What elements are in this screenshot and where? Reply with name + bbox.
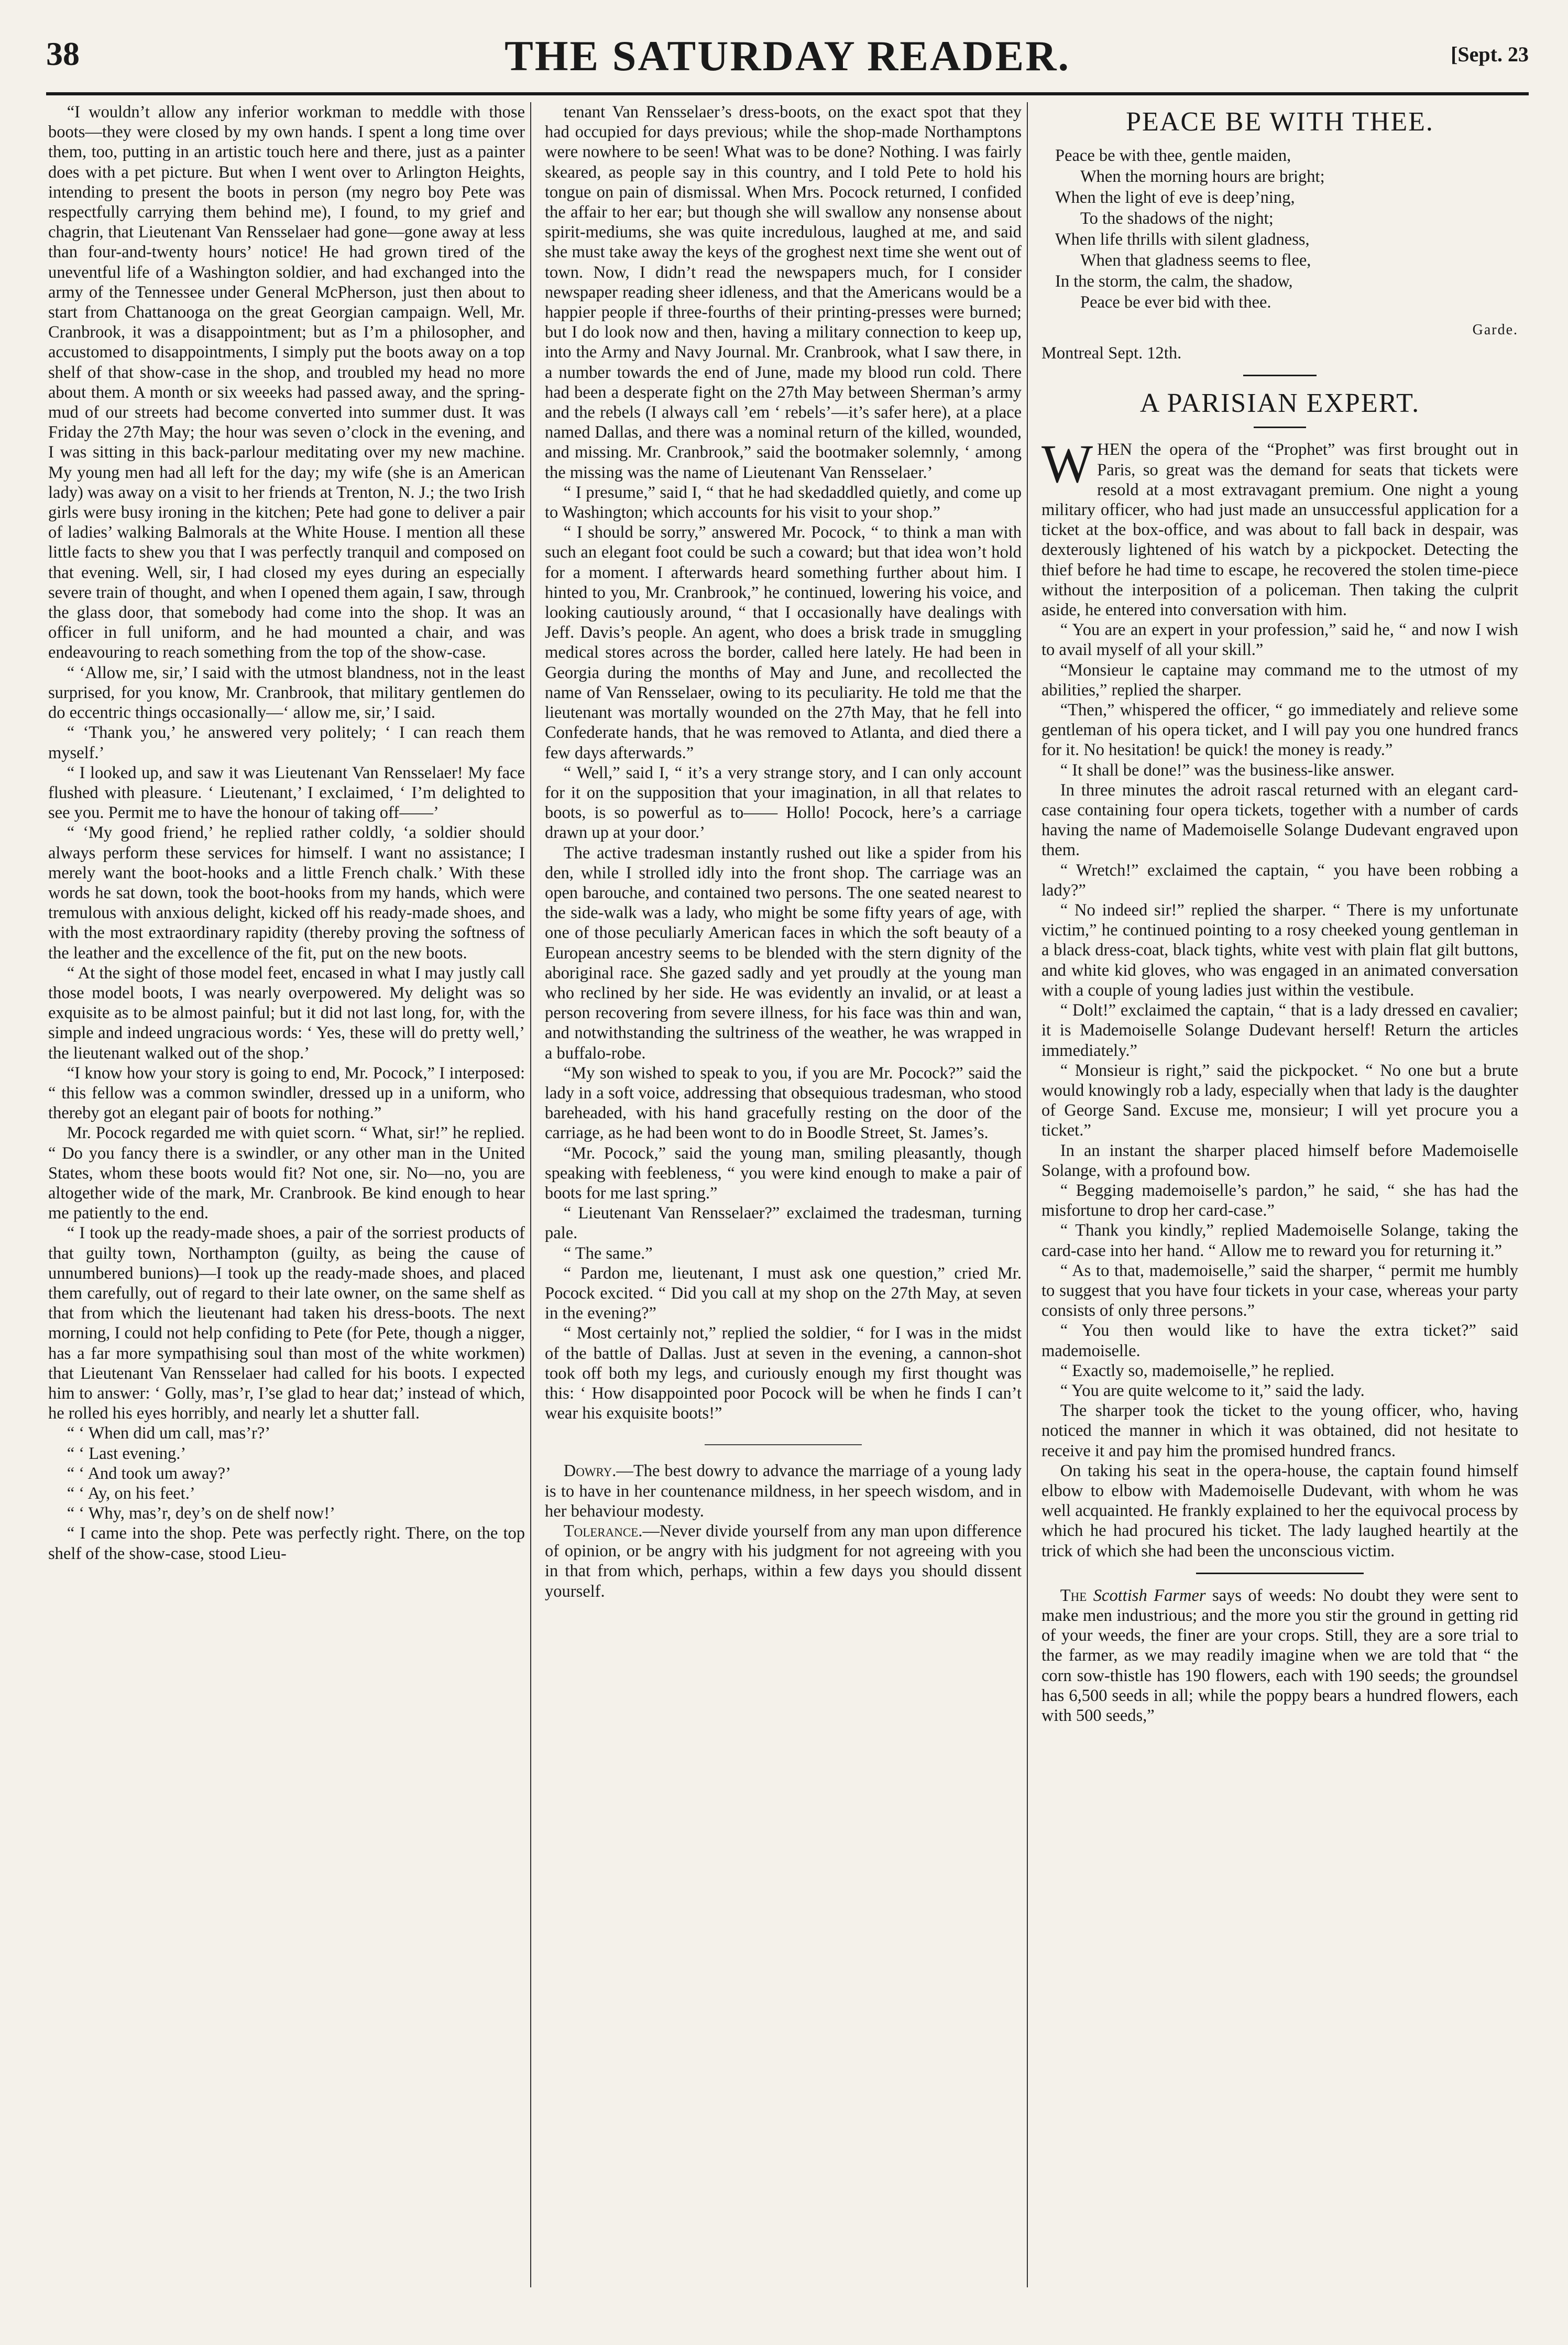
poem	[1055, 145, 1518, 313]
dowry-paragraph	[545, 1461, 1022, 1521]
article-paragraph: “ No indeed sir!” replied the sharper. “ There is my unfortunate victim,” he continued pointing to a rosy cheeked young gentleman in a black dress-coat, black tights, white vest with plain flat gilt buttons, and white kid gloves, who was engaged in an animated conversation with a couple of young ladies just within the vestibule.	[1041, 901, 1518, 1000]
poem-line: Peace be ever bid with thee.	[1080, 293, 1271, 312]
story-paragraph: “ Most certainly not,” replied the soldier, “ for I was in the midst of the battle of Dallas. Just at seven in the evening, a cannon-shot took off both my legs, and curiously enough my first thought was this: ‘ How disappointed poor Pocock will be when he finds I can’t wear his exquisite boots!”	[545, 1324, 1022, 1423]
dowry-text: —The best dowry to advance the marriage of a young lady is to have in her countenance mildness, in her speech wisdom, and in her behaviour modesty.	[545, 1461, 1022, 1521]
story-paragraph: “ ‘ Ay, on his feet.’	[67, 1484, 195, 1503]
masthead-title: THE SATURDAY READER.	[505, 32, 1070, 80]
article-paragraph: “ As to that, mademoiselle,” said the sharper, “ permit me humbly to suggest that you have four tickets in your case, whereas your party consists of only three persons.”	[1041, 1261, 1518, 1321]
story-paragraph: “ ‘ Why, mas’r, dey’s on de shelf now!’	[67, 1504, 335, 1523]
article-paragraph: “ You are an expert in your profession,” said he, “ and now I wish to avail myself of all your skill.”	[1041, 620, 1518, 660]
poem-line: To the shadows of the night;	[1080, 209, 1274, 228]
story-paragraph: “Mr. Pocock,” said the young man, smiling pleasantly, though speaking with feebleness, “ you were kind enough to make a pair of boots for me last spring.”	[545, 1143, 1022, 1203]
poem-line: When that gladness seems to flee,	[1080, 251, 1311, 270]
article-paragraph: “ Wretch!” exclaimed the captain, “ you have been robbing a lady?”	[1041, 860, 1518, 900]
article-paragraph: “Monsieur le captaine may command me to the utmost of my abilities,” replied the sharper.	[1041, 660, 1518, 700]
title-rule	[1254, 427, 1306, 428]
article-paragraph: “ Thank you kindly,” replied Mademoiselle Solange, taking the card-case into her hand. “ Allow me to reward you for returning it.”	[1041, 1221, 1518, 1260]
column-rule	[1027, 102, 1028, 2287]
article-title: A PARISIAN EXPERT.	[1139, 388, 1420, 419]
story-paragraph: “ ‘My good friend,’ he replied rather coldly, ‘a soldier should always perform these services for himself. I want no assistance; I merely want the boot-hooks and a little French chalk.’ With these words he sat down, took the boot-hooks from my hands, which were tremulous with anxious delight, kicked off his ready-made shoes, and with the most extraordinary rapidity (thereby proving the softness of the leather and the excellence of the fit, put on the new boots.	[48, 823, 525, 963]
story-paragraph: “ Pardon me, lieutenant, I must ask one question,” cried Mr. Pocock excited. “ Did you call at my shop on the 27th May, at seven in the evening?”	[545, 1263, 1022, 1323]
poem-title: PEACE BE WITH THEE.	[1126, 107, 1434, 137]
article-first-paragraph	[1041, 434, 1518, 620]
article-first-text: HEN the opera of the “Prophet” was first brought out in Paris, so great was the demand for seats that tickets were resold at a most extravagant premium. One night a young military officer, who had just made an unsuccessful application for a ticket at the box-office, and was about to fall back in despair, was dexterously lightened of his watch by a pickpocket. Detecting the thief before he had time to escape, he recovered the stolen time-piece without the interposition of a policeman. Then taking the culprit aside, he entered into conversation with him.	[1041, 440, 1518, 620]
poem-line: When the light of eve is deep’ning,	[1055, 188, 1295, 207]
column-rule	[530, 102, 531, 2287]
poem-line: When the morning hours are bright;	[1080, 167, 1325, 186]
story-paragraph: “ ‘Thank you,’ he answered very politely; ‘ I can reach them myself.’	[48, 723, 525, 762]
poem-line: Peace be with thee, gentle maiden,	[1055, 146, 1291, 165]
article-paragraph: On taking his seat in the opera-house, the captain found himself elbow to elbow with Mademoiselle Dudevant, with whom he was well acquainted. He frankly explained to her the equivocal process by which he had procured his ticket. The lady laughed heartily at the trick of which she had been the unconscious victim.	[1041, 1461, 1518, 1561]
tolerance-paragraph	[545, 1521, 1022, 1601]
story-paragraph: “I wouldn’t allow any inferior workman to meddle with those boots—they were closed by my own hands. I spent a long time over them, too, putting in an artistic touch here and there, just as a painter does with a pet picture. But when I went over to Arlington Heights, intending to present the boots in person (my negro boy Pete was respectfully carrying them behind me), I found, to my grief and chagrin, that Lieutenant Van Rensselaer had gone—gone away at less than four-and-twenty hours’ notice! He had grown tired of the uneventful life of a Washington soldier, and had exchanged into the army of the Tennessee under General McPherson, just then about to start from Chattanooga on the great Georgian campaign. Well, Mr. Cranbrook, it was a disappointment; but as I’m a philosopher, and accustomed to disappointments, I simply put the boots away on a top shelf of that show-case in the shop, and troubled my head no more about them. A month or six weeeks had passed away, and the spring-mud of our streets had become converted into summer dust. It was Friday the 27th May; the hour was seven o’clock in the evening, and I was sitting in this back-parlour meditating over my new machine. My young men had all left for the day; my wife (she is an American lady) was away on a visit to her friends at Trenton, N. J.; the two Irish girls were busy ironing in the kitchen; Pete had gone to deliver a pair of ladies’ walking Balmorals at the White House. I mention all these little facts to shew you that I was perfectly tranquil and composed on that evening. Well, sir, I had closed my eyes during an especially severe train of thought, and when I opened them again, I saw, through the glass door, that somebody had come into the shop. It was an officer in full uniform, and he had mounted a chair, and was endeavouring to reach something from the top of the show-case.	[48, 103, 525, 662]
story-paragraph: “ Well,” said I, “ it’s a very strange story, and I can only account for it on the supposition that your imagination, in all that relates to boots, is so powerful as to—— Hollo! Pocock, here’s a carriage drawn up at your door.’	[545, 763, 1022, 843]
article-paragraph: “ You then would like to have the extra ticket?” said mademoiselle.	[1041, 1321, 1518, 1360]
story-paragraph: “ At the sight of those model feet, encased in what I may justly call those model boots, I was nearly overpowered. My delight was so exquisite as to be almost painful; but it did not last long, for, with the simple and indeed ungracious words: ‘ Yes, these will do pretty well,’ the lieutenant walked out of the shop.’	[48, 963, 525, 1063]
farmer-text: says of weeds: No doubt they were sent to make men industrious; and the more you stir the ground in getting rid of your weeds, the finer are your crops. Still, they are a sore trial to the farmer, as we may readily imagine when we are told that “ the corn sow-thistle has 190 flowers, each with 190 seeds; the groundsel has 6,500 seeds in all; while the poppy bears a hundred flowers, each with 500 seeds,”	[1041, 1586, 1518, 1725]
dowry-title: Dowry.	[563, 1461, 617, 1481]
story-paragraph: tenant Van Rensselaer’s dress-boots, on the exact spot that they had occupied for days previous; while the shop-made Northamptons were nowhere to be seen! What was to be done? Nothing. I was fairly skeared, as people say in this country, and I told Pete to hold his tongue on pain of dismissal. When Mrs. Pocock returned, I confided the affair to her ear; but though she will swallow any nonsense about spirit-mediums, she was quite incredulous, laughed at me, and said she must take away the keys of the groghest next time she went out of town. Now, I didn’t read the newspapers much, for I consider newspaper reading sheer idleness, and that the Americans would be a happier people if three-fourths of their printing-presses were burned; but I do look now and then, having a military connection to keep up, into the Army and Navy Journal. Mr. Cranbrook, what I saw there, in a number towards the end of June, made my blood run cold. There had been a desperate fight on the 27th May between Sherman’s army and the rebels (I always call ’em ‘ rebels’—it’s safer here), at a place named Dallas, and there was a nominal return of the killed, wounded, and missing. Mr. Cranbrook,” said the bootmaker solemnly, ‘ among the missing was the name of Lieutenant Van Rensselaer.’	[545, 103, 1022, 482]
column-1-story	[48, 102, 525, 1564]
story-paragraph: “I know how your story is going to end, Mr. Pocock,” I interposed: “ this fellow was a common swindler, dressed up in a uniform, who thereby got an elegant pair of boots for nothing.”	[48, 1063, 525, 1123]
article-paragraph: “ You are quite welcome to it,” said the lady.	[1060, 1381, 1365, 1400]
article-paragraph: “Then,” whispered the officer, “ go immediately and relieve some gentleman of his opera ticket, and I will pay you one hundred francs for it. No hesitation! be quick! the money is ready.”	[1041, 701, 1518, 760]
article-paragraph: In three minutes the adroit rascal returned with an elegant card-case containing four opera tickets, together with a number of cards having the name of Mademoiselle Solange Dudevant engraved upon them.	[1041, 780, 1518, 860]
column-3	[1041, 102, 1518, 1726]
poem-line: In the storm, the calm, the shadow,	[1055, 272, 1293, 291]
tolerance-title: Tolerance.	[563, 1522, 643, 1541]
article-paragraph: “ Dolt!” exclaimed the captain, “ that is a lady dressed en cavalier; it is Mademoiselle Solange Dudevant herself! Return the articles immediately.”	[1041, 1001, 1518, 1060]
section-divider	[1196, 1573, 1364, 1574]
article-paragraph: “ Monsieur is right,” said the pickpocket. “ No one but a brute would knowingly rob a lady, especially when that lady is the daughter of George Sand. Excuse me, monsieur; I will yet procure you a ticket.”	[1041, 1061, 1518, 1140]
story-paragraph: “ I looked up, and saw it was Lieutenant Van Rensselaer! My face flushed with pleasure. ‘ Lieutenant,’ I exclaimed, ‘ I’m delighted to see you. Permit me to have the honour of taking off——’	[48, 763, 525, 823]
section-divider	[1243, 375, 1317, 376]
story-paragraph: “My son wished to speak to you, if you are Mr. Pocock?” said the lady in a soft voice, addressing that obsequious tradesman, who stood bareheaded, with his hand gracefully resting on the door of the carriage, as he had been wont to do in Boodle Street, St. James’s.	[545, 1063, 1022, 1143]
poem-dateline: Montreal Sept. 12th.	[1041, 344, 1182, 363]
tolerance-text: —Never divide yourself from any man upon difference of opinion, or be angry with his judgment for not agreeing with you in that from which, perhaps, within a few days you should dissent yourself.	[545, 1522, 1022, 1601]
story-paragraph: “ Lieutenant Van Rensselaer?” exclaimed the tradesman, turning pale.	[545, 1204, 1022, 1243]
story-paragraph: The active tradesman instantly rushed out like a spider from his den, while I strolled idly into the front shop. The carriage was an open barouche, and contained two persons. The one seated nearest to the side-walk was a lady, who might be some fifty years of age, with one of those peculiarly American faces in which the soft beauty of a European ancestry seems to be blended with the stern dignity of the aboriginal race. She gazed sadly and yet proudly at the young man who reclined by her side. He was evidently an invalid, or at least a person recovering from severe illness, for his face was thin and wan, and notwithstanding the sultriness of the weather, he was wrapped in a buffalo-robe.	[545, 843, 1022, 1063]
page-header	[46, 31, 1529, 89]
story-paragraph: “ I should be sorry,” answered Mr. Pocock, “ to think a man with such an elegant foot could be such a coward; but that idea won’t hold for a moment. I afterwards heard something further about him. I hinted to you, Mr. Cranbrook,” he continued, lowering his voice, and looking cautiously around, “ that I occasionally have dealings with Jeff. Davis’s people. An agent, who does a brisk trade in smuggling medical stores across the border, called here lately. He had been in Georgia during the months of May and June, and recollected the name of Van Rensselaer, owing to its peculiarity. He told me that the lieutenant was mortally wounded on the 27th May, that he fell into Confederate hands, that he was removed to Atlanta, and died there a few days afterwards.”	[545, 523, 1022, 762]
farmer-paragraph	[1041, 1586, 1518, 1726]
farmer-title: Scottish Farmer	[1093, 1586, 1206, 1605]
column-2-story	[545, 102, 1022, 1601]
poem-line: When life thrills with silent gladness,	[1055, 230, 1310, 249]
article-paragraph: “ Exactly so, mademoiselle,” he replied.	[1060, 1361, 1335, 1380]
section-divider	[705, 1444, 862, 1445]
header-rule	[46, 92, 1529, 95]
article-paragraph: “ Begging mademoiselle’s pardon,” he said, “ she has had the misfortune to drop her card-case.”	[1041, 1181, 1518, 1220]
story-paragraph: “ ‘Allow me, sir,’ I said with the utmost blandness, not in the least surprised, for you know, Mr. Cranbrook, that military gentlemen do do eccentric things occasionally—‘ allow me, sir,’ I said.	[48, 663, 525, 723]
story-paragraph: “ The same.”	[563, 1244, 653, 1263]
story-paragraph: “ ‘ And took um away?’	[67, 1464, 231, 1483]
article-paragraph: In an instant the sharper placed himself before Mademoiselle Solange, with a profound bow.	[1041, 1141, 1518, 1180]
page-number: 38	[46, 35, 80, 72]
article-paragraph: The sharper took the ticket to the young officer, who, having noticed the manner in which it was obtained, did not hesitate to receive it and pay him the promised hundred francs.	[1041, 1401, 1518, 1460]
story-paragraph: “ I took up the ready-made shoes, a pair of the sorriest products of that guilty town, Northampton (guilty, as being the cause of unnumbered bunions)—I took up the ready-made shoes, and placed them carefully, out of regard to their late owner, on the same shelf as that from which the lieutenant had taken his dress-boots. The next morning, I could not help confiding to Pete (for Pete, though a nigger, has a far more sympathising soul than most of the white workmen) that Lieutenant Van Rensselaer had called for his boots. I expected him to answer: ‘ Golly, mas’r, I’se glad to hear dat;’ instead of which, he rolled his eyes horribly, and nearly let a shutter fall.	[48, 1224, 525, 1423]
poem-signature: Garde.	[1472, 322, 1518, 338]
issue-date: [Sept. 23	[1451, 42, 1529, 66]
drop-cap: W	[1041, 434, 1093, 495]
story-paragraph: “ ‘ Last evening.’	[67, 1444, 187, 1463]
farmer-lead: The	[1060, 1586, 1087, 1605]
story-paragraph: Mr. Pocock regarded me with quiet scorn. “ What, sir!” he replied. “ Do you fancy there is a swindler, or any other man in the United States, whom these boots would fit? Not one, sir. No—no, you are altogether wide of the mark, Mr. Cranbrook. Be kind enough to hear me patiently to the end.	[48, 1124, 525, 1223]
story-paragraph: “ ‘ When did um call, mas’r?’	[67, 1424, 271, 1443]
article-paragraph: “ It shall be done!” was the business-like answer.	[1060, 760, 1395, 780]
story-paragraph: “ I presume,” said I, “ that he had skedaddled quietly, and come up to Washington; which accounts for his visit to your shop.”	[545, 483, 1022, 522]
story-paragraph: “ I came into the shop. Pete was perfectly right. There, on the top shelf of the show-case, stood Lieu-	[48, 1524, 525, 1563]
